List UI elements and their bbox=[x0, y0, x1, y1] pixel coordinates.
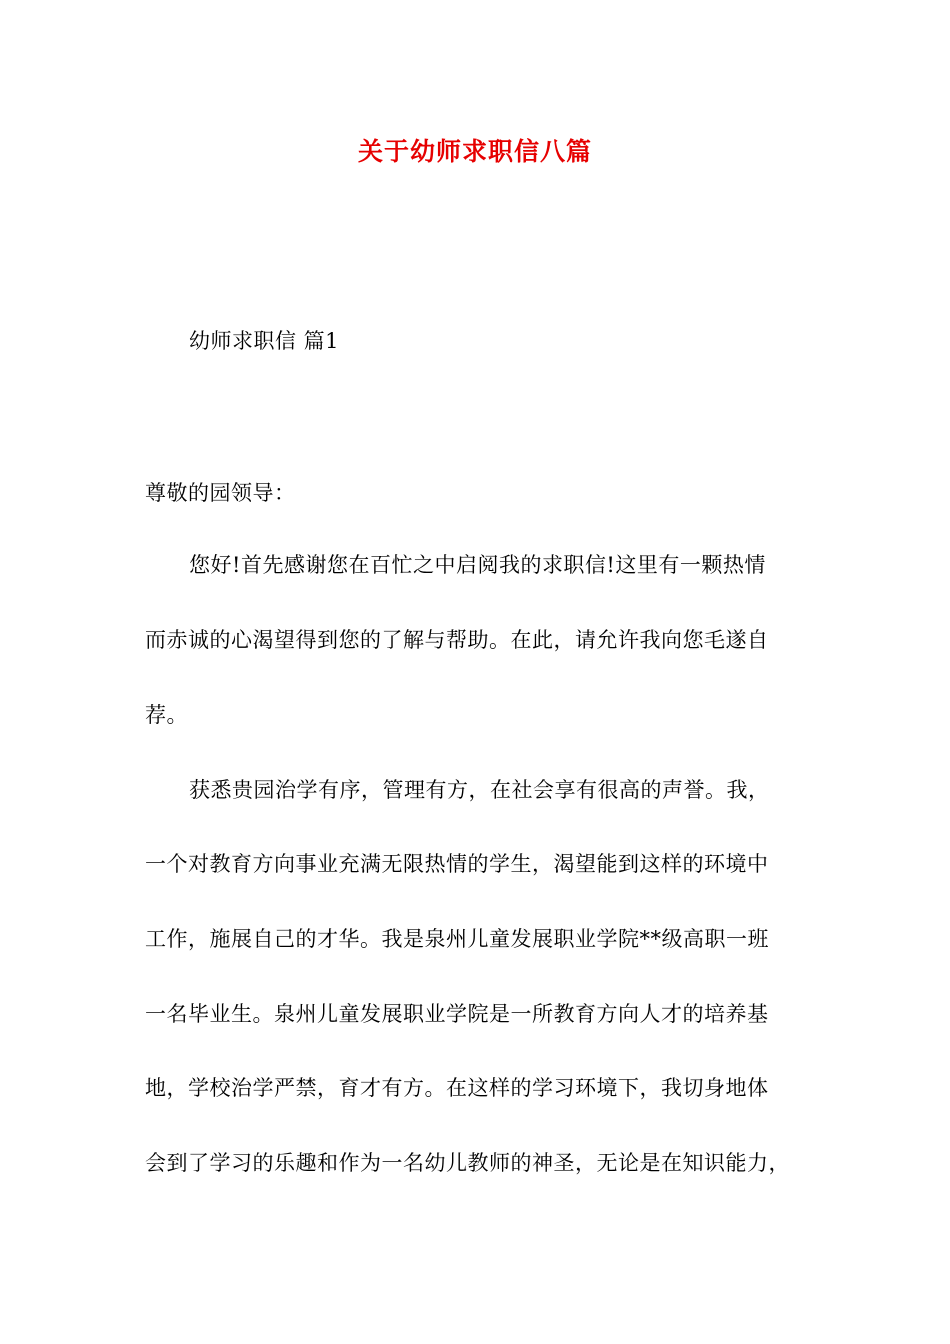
paragraph-line: 您好!首先感谢您在百忙之中启阅我的求职信!这里有一颗热情 bbox=[189, 553, 766, 577]
paragraph-line: 一个对教育方向事业充满无限热情的学生，渴望能到这样的环境中 bbox=[145, 852, 769, 876]
paragraph-line: 工作，施展自己的才华。我是泉州儿童发展职业学院**级高职一班 bbox=[145, 927, 769, 951]
paragraph-line: 而赤诚的心渴望得到您的了解与帮助。在此，请允许我向您毛遂自 bbox=[145, 628, 769, 652]
paragraph-line: 会到了学习的乐趣和作为一名幼儿教师的神圣，无论是在知识能力， bbox=[145, 1151, 790, 1175]
document-title: 关于幼师求职信八篇 bbox=[357, 137, 592, 166]
paragraph-line: 地，学校治学严禁，育才有方。在这样的学习环境下，我切身地体 bbox=[145, 1076, 769, 1100]
section-heading: 幼师求职信 篇1 bbox=[189, 329, 340, 353]
paragraph-line: 获悉贵园治学有序，管理有方，在社会享有很高的声誉。我， bbox=[189, 778, 770, 802]
paragraph-line: 荐。 bbox=[145, 703, 188, 727]
paragraph-line: 一名毕业生。泉州儿童发展职业学院是一所教育方向人才的培养基 bbox=[145, 1002, 769, 1026]
salutation: 尊敬的园领导： bbox=[145, 481, 296, 505]
